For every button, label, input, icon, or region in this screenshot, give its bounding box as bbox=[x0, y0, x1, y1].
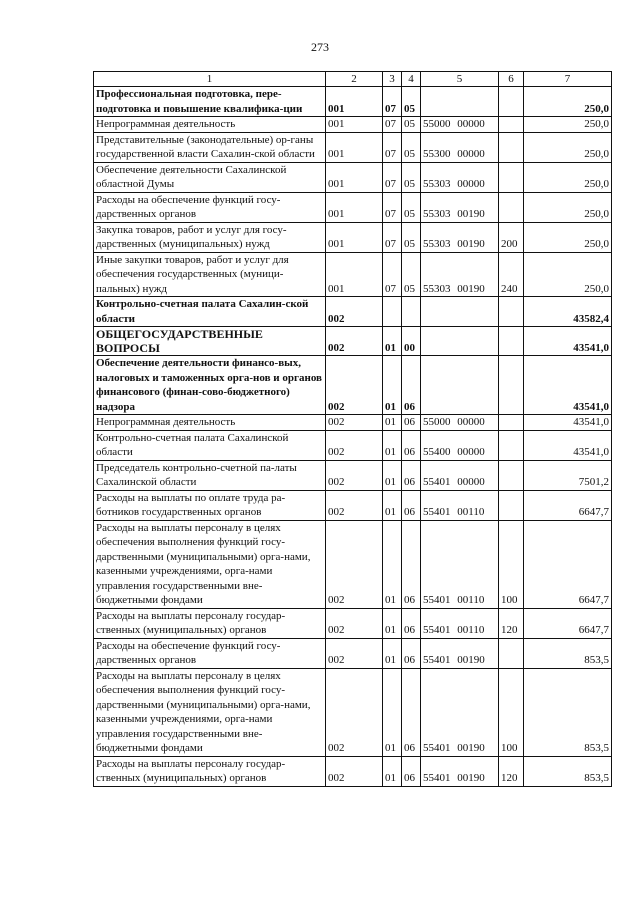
row-pr: 05 bbox=[402, 192, 421, 222]
row-csr: 55401 00110 bbox=[421, 490, 499, 520]
row-sum: 853,5 bbox=[524, 756, 612, 786]
table-row bbox=[94, 162, 612, 192]
row-sum: 43582,4 bbox=[524, 297, 612, 327]
row-sum: 6647,7 bbox=[524, 608, 612, 638]
row-ved: 002 bbox=[326, 756, 383, 786]
row-ved: 002 bbox=[326, 608, 383, 638]
col-header-rz: 3 bbox=[383, 72, 402, 87]
row-rz: 07 bbox=[383, 252, 402, 297]
row-pr: 06 bbox=[402, 430, 421, 460]
row-rz: 07 bbox=[383, 222, 402, 252]
row-pr: 06 bbox=[402, 756, 421, 786]
row-name: Закупка товаров, работ и услуг для госу-дарственных (муниципальных) нужд bbox=[94, 222, 326, 252]
table-row bbox=[94, 668, 612, 756]
row-rz: 01 bbox=[383, 415, 402, 431]
row-pr: 06 bbox=[402, 520, 421, 608]
row-ved: 001 bbox=[326, 132, 383, 162]
row-rz: 01 bbox=[383, 460, 402, 490]
row-vr bbox=[499, 87, 524, 117]
row-sum: 43541,0 bbox=[524, 415, 612, 431]
row-sum: 853,5 bbox=[524, 638, 612, 668]
table-row bbox=[94, 87, 612, 117]
row-vr bbox=[499, 415, 524, 431]
row-csr: 55401 00190 bbox=[421, 668, 499, 756]
table-row bbox=[94, 117, 612, 133]
row-sum: 43541,0 bbox=[524, 356, 612, 415]
row-name: Расходы на обеспечение функций госу-дарственных органов bbox=[94, 192, 326, 222]
row-sum: 6647,7 bbox=[524, 520, 612, 608]
row-ved: 002 bbox=[326, 430, 383, 460]
page-number: 273 bbox=[311, 40, 329, 54]
row-ved: 001 bbox=[326, 162, 383, 192]
row-sum: 250,0 bbox=[524, 192, 612, 222]
row-vr bbox=[499, 192, 524, 222]
row-sum: 250,0 bbox=[524, 132, 612, 162]
row-name: Обеспечение деятельности финансо-вых, налоговых и таможенных орга-нов и органов финансового (финан-сово-бюджетного) надзора bbox=[94, 356, 326, 415]
row-ved: 002 bbox=[326, 490, 383, 520]
row-csr: 55303 00000 bbox=[421, 162, 499, 192]
row-rz bbox=[383, 297, 402, 327]
row-rz: 01 bbox=[383, 756, 402, 786]
row-csr: 55000 00000 bbox=[421, 415, 499, 431]
row-csr: 55401 00110 bbox=[421, 520, 499, 608]
row-csr: 55300 00000 bbox=[421, 132, 499, 162]
row-name: ОБЩЕГОСУДАРСТВЕННЫЕ ВОПРОСЫ bbox=[94, 327, 326, 356]
row-rz: 01 bbox=[383, 430, 402, 460]
row-csr: 55400 00000 bbox=[421, 430, 499, 460]
row-vr bbox=[499, 297, 524, 327]
row-csr: 55303 00190 bbox=[421, 222, 499, 252]
row-vr: 120 bbox=[499, 608, 524, 638]
row-name: Расходы на выплаты персоналу в целях обеспечения выполнения функций госу-дарственными (муниципальными) орга-нами, казенными учреждениями, орга-нами управления государственными вне-бюджетными фондами bbox=[94, 668, 326, 756]
table-row bbox=[94, 460, 612, 490]
row-vr bbox=[499, 356, 524, 415]
row-pr: 06 bbox=[402, 356, 421, 415]
row-name: Непрограммная деятельность bbox=[94, 415, 326, 431]
col-header-vr: 6 bbox=[499, 72, 524, 87]
row-pr: 05 bbox=[402, 222, 421, 252]
row-name: Профессиональная подготовка, пере-подготовка и повышение квалифика-ции bbox=[94, 87, 326, 117]
row-ved: 002 bbox=[326, 668, 383, 756]
row-ved: 001 bbox=[326, 222, 383, 252]
row-vr bbox=[499, 327, 524, 356]
row-name: Контрольно-счетная палата Сахалин-ской области bbox=[94, 297, 326, 327]
table-row bbox=[94, 192, 612, 222]
row-ved: 002 bbox=[326, 327, 383, 356]
row-ved: 001 bbox=[326, 252, 383, 297]
table-row bbox=[94, 520, 612, 608]
row-ved: 002 bbox=[326, 520, 383, 608]
table-row bbox=[94, 222, 612, 252]
row-sum: 43541,0 bbox=[524, 430, 612, 460]
table-body bbox=[94, 87, 612, 787]
row-vr: 100 bbox=[499, 668, 524, 756]
row-sum: 7501,2 bbox=[524, 460, 612, 490]
row-vr: 120 bbox=[499, 756, 524, 786]
row-ved: 001 bbox=[326, 192, 383, 222]
col-header-pr: 4 bbox=[402, 72, 421, 87]
row-vr: 100 bbox=[499, 520, 524, 608]
table-row bbox=[94, 430, 612, 460]
table-row bbox=[94, 608, 612, 638]
row-ved: 002 bbox=[326, 356, 383, 415]
row-vr bbox=[499, 117, 524, 133]
row-name: Обеспечение деятельности Сахалинской областной Думы bbox=[94, 162, 326, 192]
row-rz: 01 bbox=[383, 356, 402, 415]
row-rz: 07 bbox=[383, 162, 402, 192]
table-row bbox=[94, 490, 612, 520]
row-vr bbox=[499, 132, 524, 162]
row-pr: 00 bbox=[402, 327, 421, 356]
col-header-sum: 7 bbox=[524, 72, 612, 87]
table-row bbox=[94, 252, 612, 297]
row-sum: 250,0 bbox=[524, 222, 612, 252]
col-header-ved: 2 bbox=[326, 72, 383, 87]
row-rz: 01 bbox=[383, 520, 402, 608]
row-rz: 01 bbox=[383, 668, 402, 756]
row-pr: 05 bbox=[402, 252, 421, 297]
row-pr: 06 bbox=[402, 490, 421, 520]
row-sum: 853,5 bbox=[524, 668, 612, 756]
row-name: Иные закупки товаров, работ и услуг для обеспечения государственных (муници-пальных) нужд bbox=[94, 252, 326, 297]
table-row bbox=[94, 356, 612, 415]
row-pr: 05 bbox=[402, 117, 421, 133]
row-vr: 240 bbox=[499, 252, 524, 297]
row-name: Представительные (законодательные) ор-ганы государственной власти Сахалин-ской области bbox=[94, 132, 326, 162]
table-row bbox=[94, 297, 612, 327]
row-sum: 6647,7 bbox=[524, 490, 612, 520]
row-rz: 07 bbox=[383, 87, 402, 117]
row-sum: 250,0 bbox=[524, 117, 612, 133]
row-ved: 001 bbox=[326, 117, 383, 133]
row-sum: 250,0 bbox=[524, 252, 612, 297]
row-pr bbox=[402, 297, 421, 327]
table-row bbox=[94, 132, 612, 162]
row-csr bbox=[421, 356, 499, 415]
row-rz: 01 bbox=[383, 608, 402, 638]
row-csr bbox=[421, 297, 499, 327]
row-csr: 55000 00000 bbox=[421, 117, 499, 133]
row-rz: 07 bbox=[383, 192, 402, 222]
row-pr: 05 bbox=[402, 132, 421, 162]
row-pr: 05 bbox=[402, 87, 421, 117]
row-csr bbox=[421, 87, 499, 117]
row-csr: 55303 00190 bbox=[421, 252, 499, 297]
row-ved: 002 bbox=[326, 415, 383, 431]
row-name: Расходы на выплаты персоналу государ-ственных (муниципальных) органов bbox=[94, 608, 326, 638]
row-name: Расходы на выплаты персоналу государ-ственных (муниципальных) органов bbox=[94, 756, 326, 786]
row-rz: 01 bbox=[383, 490, 402, 520]
row-vr bbox=[499, 460, 524, 490]
row-name: Председатель контрольно-счетной па-латы Сахалинской области bbox=[94, 460, 326, 490]
row-vr bbox=[499, 638, 524, 668]
row-rz: 01 bbox=[383, 327, 402, 356]
header-row bbox=[94, 72, 612, 87]
row-ved: 001 bbox=[326, 87, 383, 117]
row-rz: 07 bbox=[383, 132, 402, 162]
row-csr: 55401 00190 bbox=[421, 638, 499, 668]
row-csr: 55303 00190 bbox=[421, 192, 499, 222]
row-name: Расходы на обеспечение функций госу-дарственных органов bbox=[94, 638, 326, 668]
row-sum: 250,0 bbox=[524, 87, 612, 117]
row-pr: 06 bbox=[402, 415, 421, 431]
row-pr: 06 bbox=[402, 638, 421, 668]
row-csr: 55401 00000 bbox=[421, 460, 499, 490]
row-pr: 06 bbox=[402, 460, 421, 490]
table-row bbox=[94, 415, 612, 431]
row-csr bbox=[421, 327, 499, 356]
row-ved: 002 bbox=[326, 297, 383, 327]
row-rz: 01 bbox=[383, 638, 402, 668]
budget-table bbox=[93, 71, 612, 787]
row-vr bbox=[499, 430, 524, 460]
table-row bbox=[94, 756, 612, 786]
row-name: Расходы на выплаты персоналу в целях обеспечения выполнения функций госу-дарственными (муниципальными) орга-нами, казенными учреждениями, орга-нами управления государственными вне-бюджетными фондами bbox=[94, 520, 326, 608]
row-vr bbox=[499, 490, 524, 520]
row-pr: 06 bbox=[402, 608, 421, 638]
row-csr: 55401 00190 bbox=[421, 756, 499, 786]
row-name: Расходы на выплаты по оплате труда ра-ботников государственных органов bbox=[94, 490, 326, 520]
row-csr: 55401 00110 bbox=[421, 608, 499, 638]
row-ved: 002 bbox=[326, 638, 383, 668]
row-name: Непрограммная деятельность bbox=[94, 117, 326, 133]
col-header-name: 1 bbox=[94, 72, 326, 87]
row-pr: 06 bbox=[402, 668, 421, 756]
row-vr: 200 bbox=[499, 222, 524, 252]
row-sum: 250,0 bbox=[524, 162, 612, 192]
row-sum: 43541,0 bbox=[524, 327, 612, 356]
table-row bbox=[94, 638, 612, 668]
col-header-csr: 5 bbox=[421, 72, 499, 87]
row-name: Контрольно-счетная палата Сахалинской области bbox=[94, 430, 326, 460]
row-ved: 002 bbox=[326, 460, 383, 490]
row-rz: 07 bbox=[383, 117, 402, 133]
row-vr bbox=[499, 162, 524, 192]
table-row bbox=[94, 327, 612, 356]
row-pr: 05 bbox=[402, 162, 421, 192]
